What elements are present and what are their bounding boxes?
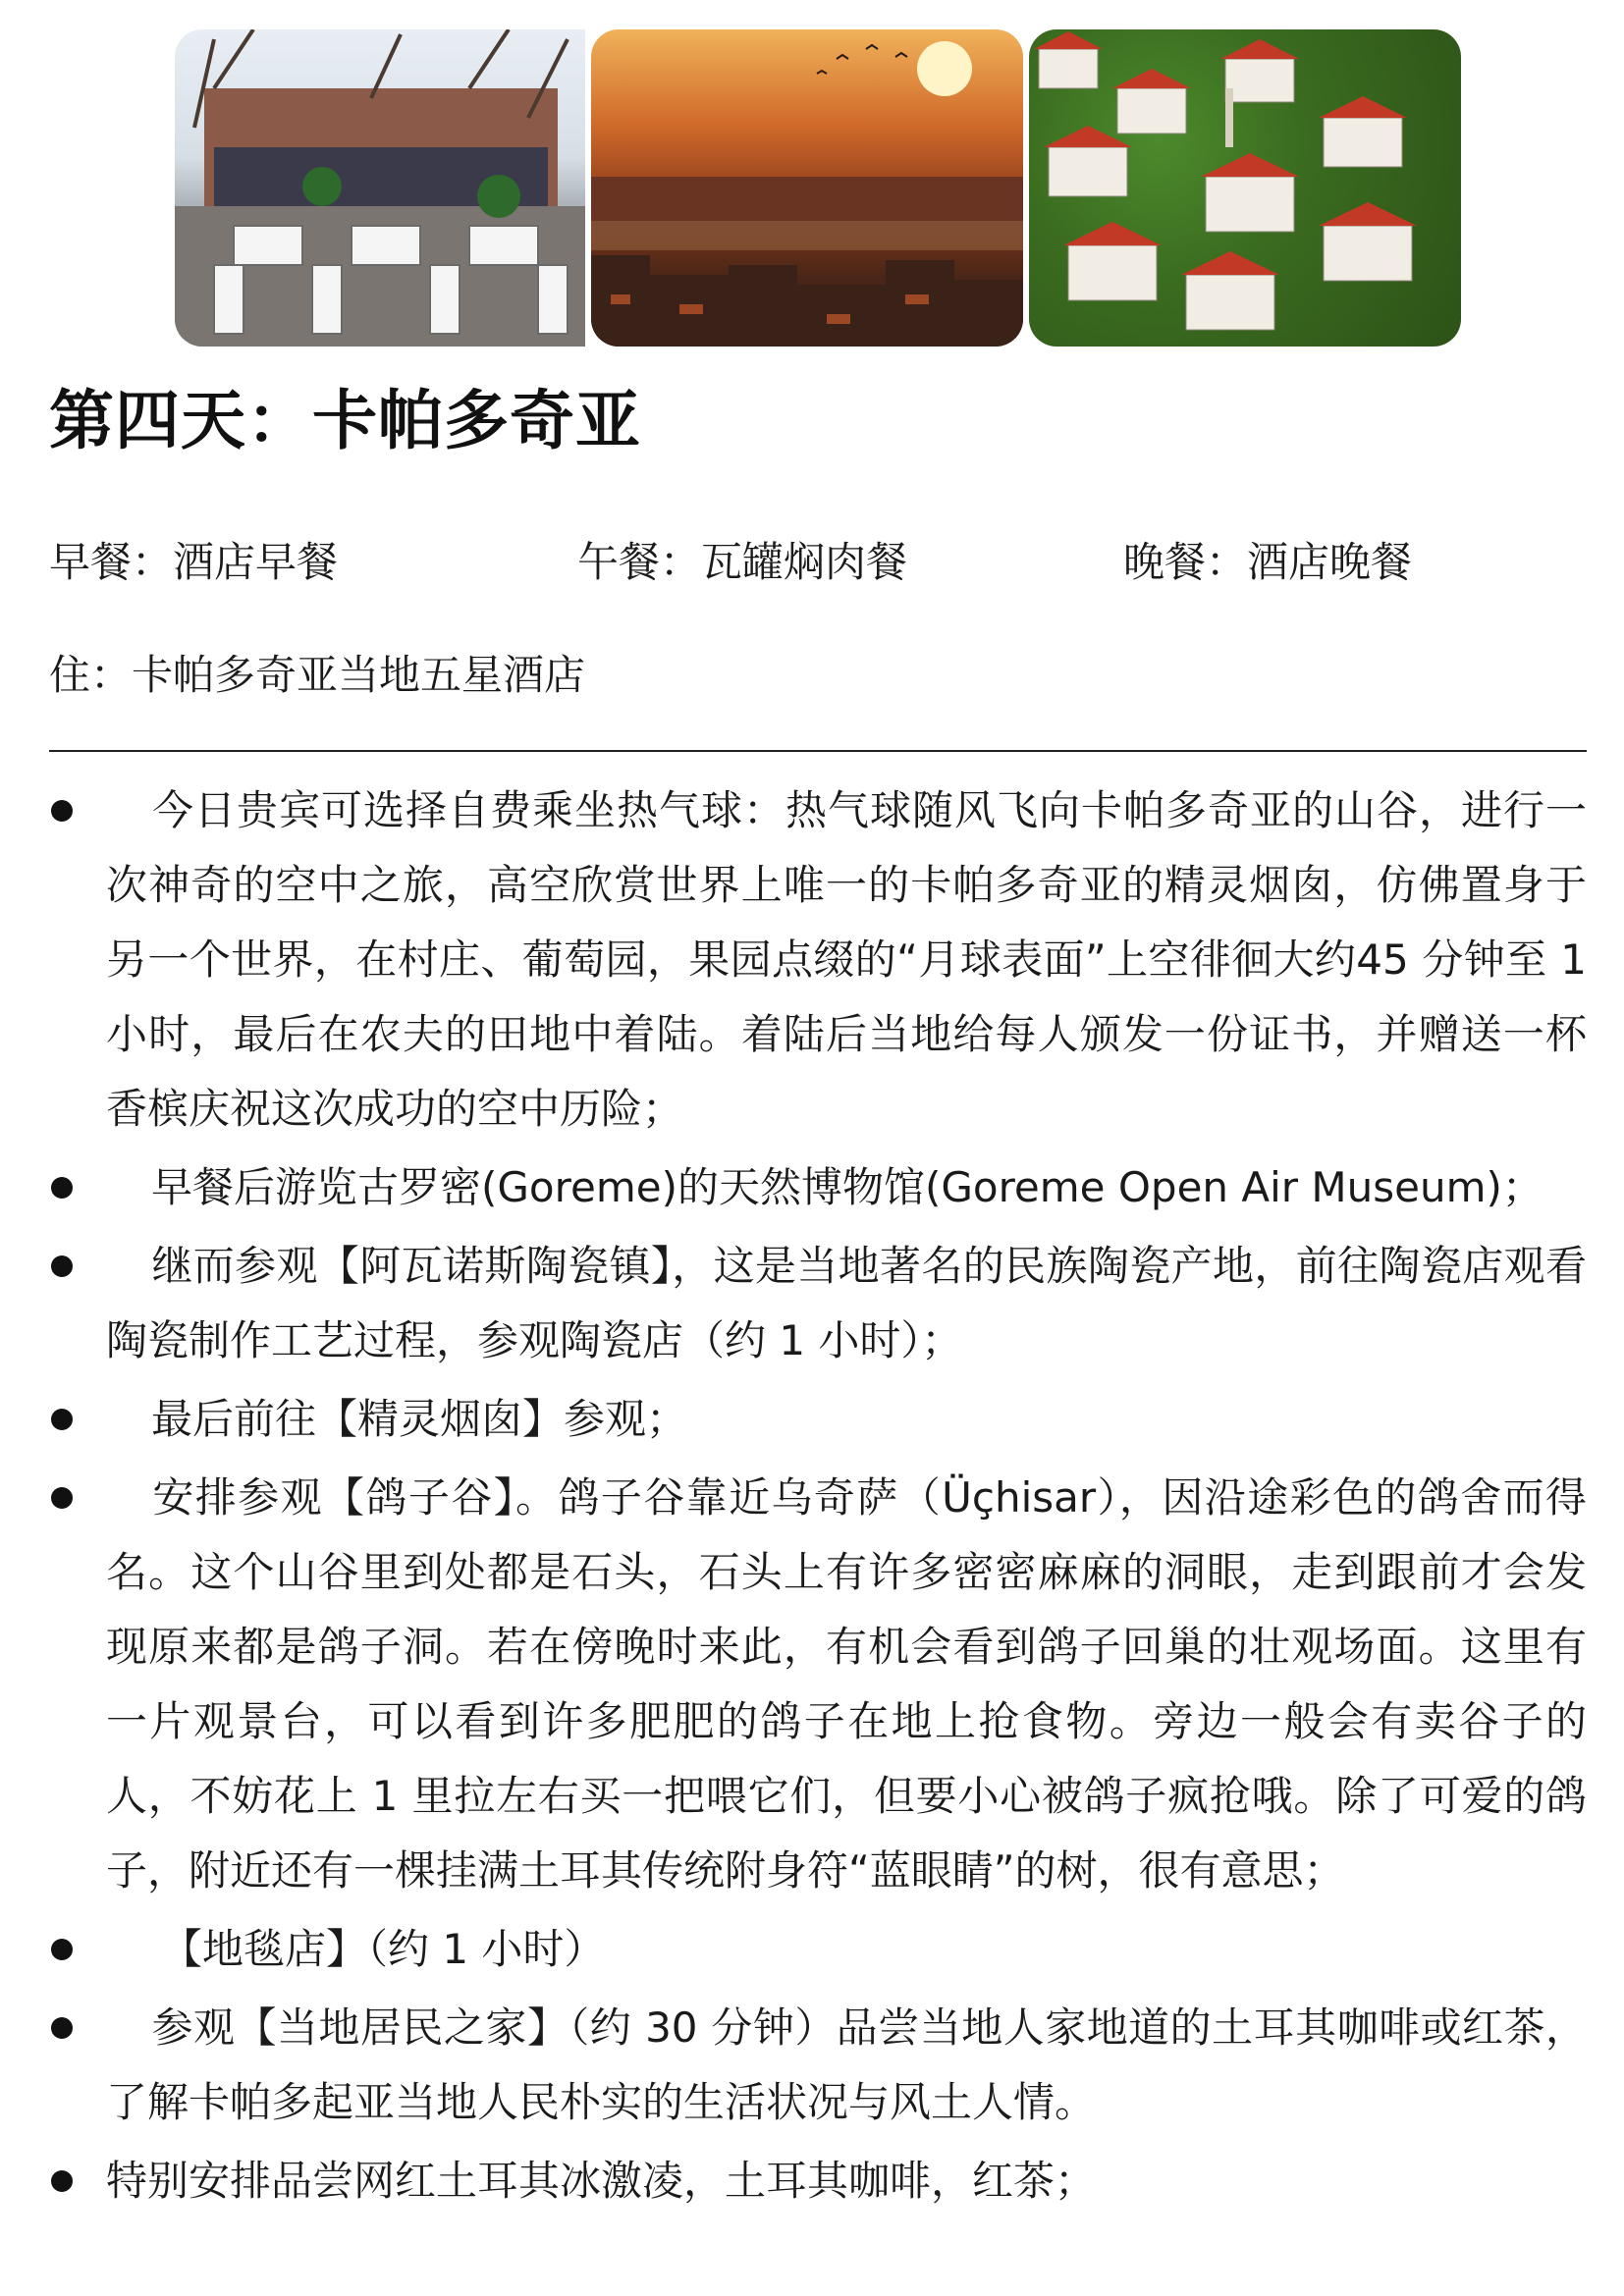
list-item-text: 最后前往【精灵烟囱】参观；: [151, 1395, 688, 1443]
bullet-icon: [51, 1409, 73, 1430]
meals-row: [49, 530, 1581, 589]
page-title: 第四天：卡帕多奇亚: [49, 383, 641, 458]
bullet-icon: [51, 1177, 73, 1199]
bullet-icon: [51, 2017, 73, 2039]
bullet-icon: [51, 1255, 73, 1277]
breakfast-info: 早餐：酒店早餐: [49, 538, 339, 586]
list-item-text: 特别安排品尝网红土耳其冰激凌，土耳其咖啡，红茶；: [106, 2157, 1097, 2205]
list-item-text: 早餐后游览古罗密(Goreme)的天然博物馆(Goreme Open Air Museum)；: [151, 1163, 1543, 1211]
sunset-city-photo: [591, 29, 1023, 347]
itinerary-list: [0, 774, 1624, 2222]
dinner-info: 晚餐：酒店晚餐: [1123, 538, 1413, 586]
section-divider: [49, 750, 1587, 752]
red-roof-village-photo: [1029, 29, 1461, 347]
list-item: [0, 2144, 1624, 2218]
list-item-text: 【地毯店】（约 1 小时）: [161, 1925, 606, 1973]
list-item: [0, 1991, 1624, 2140]
lunch-info: 午餐：瓦罐焖肉餐: [577, 538, 908, 586]
list-item-text: 今日贵宾可选择自费乘坐热气球：热气球随风飞向卡帕多奇亚的山谷，进行一次神奇的空中之旅，高空欣赏世界上唯一的卡帕多奇亚的精灵烟囱，仿佛置身于另一个世界，在村庄、葡萄园，果园点缀的“月球表面”上空徘徊大约45 分钟至 1 小时，最后在农夫的田地中着陆。着陆后当地给每人颁发一份证书，并赠送一杯香槟庆祝这次成功的空中历险；: [106, 786, 1587, 1133]
bullet-icon: [51, 800, 73, 822]
photo-strip: [175, 29, 1461, 347]
list-item: [0, 1150, 1624, 1225]
list-item-text: 安排参观【鸽子谷】。鸽子谷靠近乌奇萨（Üçhisar），因沿途彩色的鸽舍而得名。这个山谷里到处都是石头，石头上有许多密密麻麻的洞眼，走到跟前才会发现原来都是鸽子洞。若在傍晚时来此，有机会看到鸽子回巢的壮观场面。这里有一片观景台，可以看到许多肥肥的鸽子在地上抢食物。旁边一般会有卖谷子的人，不妨花上 1 里拉左右买一把喂它们，但要小心被鸽子疯抢哦。除了可爱的鸽子，附近还有一棵挂满土耳其传统附身符“蓝眼睛”的树，很有意思；: [106, 1473, 1587, 1895]
bullet-icon: [51, 2170, 73, 2192]
bullet-icon: [51, 1939, 73, 1960]
list-item: [0, 1912, 1624, 1987]
list-item-text: 参观【当地居民之家】（约 30 分钟）品尝当地人家地道的土耳其咖啡或红茶，了解卡帕多起亚当地人民朴实的生活状况与风土人情。: [106, 2003, 1587, 2126]
list-item: [0, 1382, 1624, 1457]
list-item: [0, 774, 1624, 1147]
bullet-icon: [51, 1487, 73, 1509]
list-item-text: 继而参观【阿瓦诺斯陶瓷镇】，这是当地著名的民族陶瓷产地，前往陶瓷店观看陶瓷制作工艺过程，参观陶瓷店（约 1 小时）；: [106, 1242, 1587, 1364]
list-item: [0, 1229, 1624, 1378]
list-item: [0, 1461, 1624, 1908]
accommodation-info: 住：卡帕多奇亚当地五星酒店: [49, 651, 586, 699]
cafe-photo: [175, 29, 585, 347]
